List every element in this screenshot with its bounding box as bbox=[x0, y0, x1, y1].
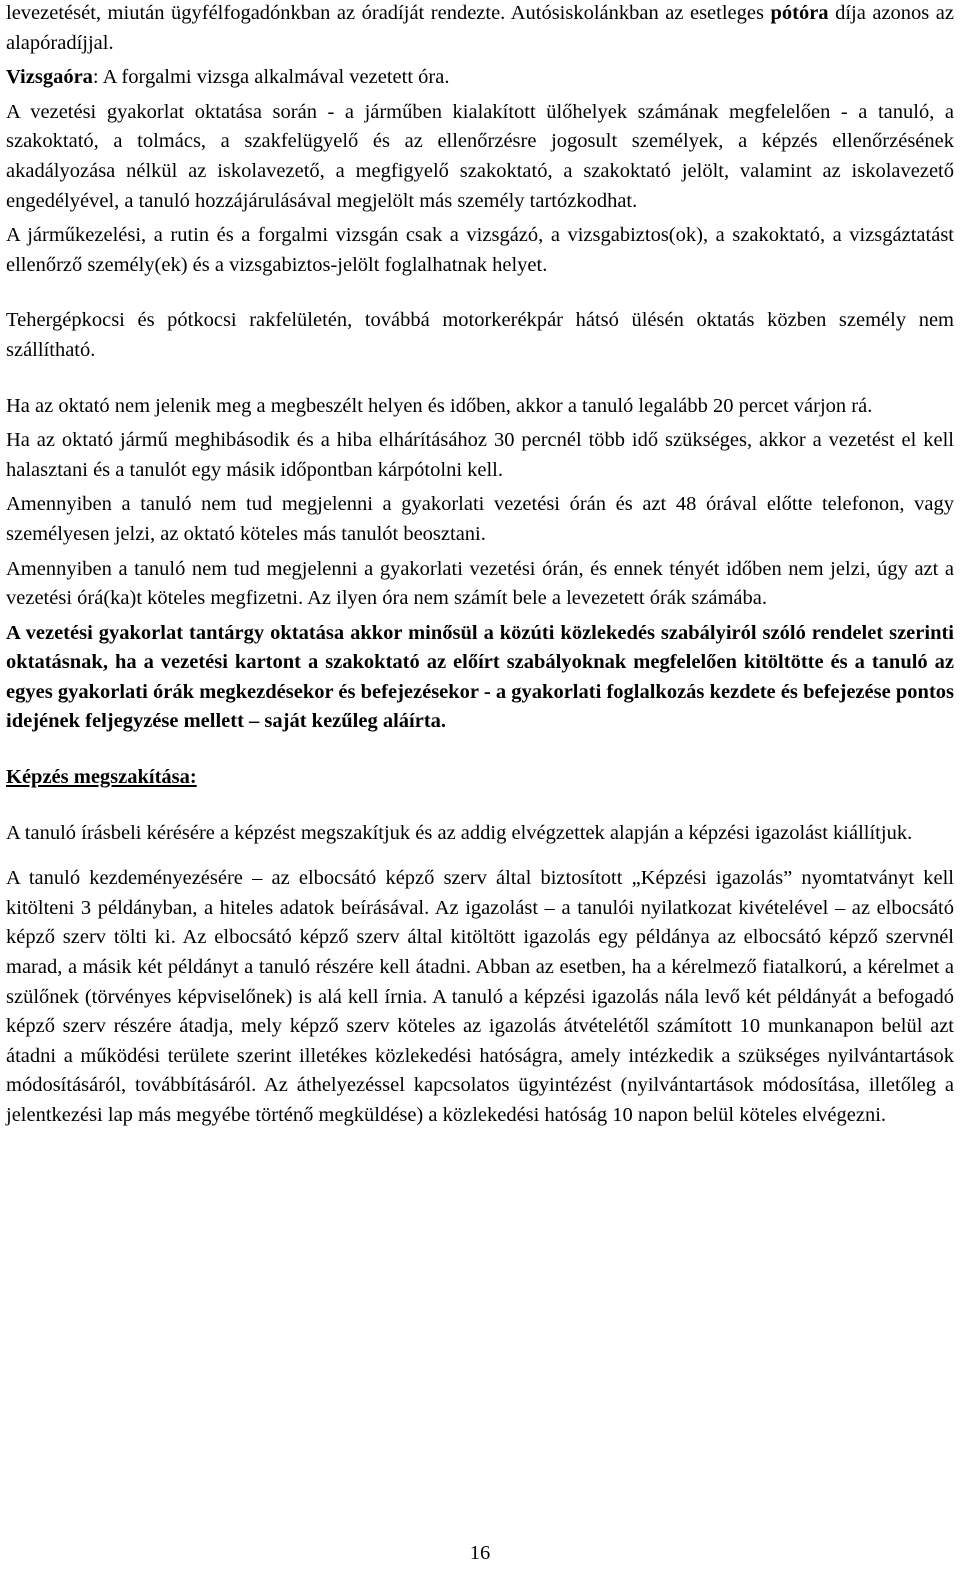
intro-text-2: díja azonos az alapóradíjjal. bbox=[6, 2, 954, 54]
bold-rule-paragraph: A vezetési gyakorlat tantárgy oktatása akkor minősül a közúti közlekedés szabályiról szóló rendelet szerinti oktatásnak, ha a vezetési kartont a szakoktató az előírt szabályoknak megfelelően kitöltötte és a tanuló az egyes gyakorlati órák megkezdésekor és befejezésekor - a gyakorlati foglalkozás kezdete és befejezése pontos idejének feljegyzése mellett – saját kezűleg aláírta. bbox=[6, 621, 954, 733]
passengers-paragraph: A vezetési gyakorlat oktatása során - a járműben kialakított ülőhelyek számának megfelelően - a tanuló, a szakoktató, a tolmács, a szakfelügyelő és az ellenőrzésre jogosult személyek, a képzés ellenőrzésének akadályozása nélkül az iskolavezető, a megfigyelő szakoktató, a szakoktató jelölt, valamint az iskolavezető engedélyével, a tanuló hozzájárulásával megjelölt más személy tartózkodhat. bbox=[6, 100, 954, 212]
wait-paragraph: Ha az oktató nem jelenik meg a megbeszélt helyen és időben, akkor a tanuló legalább 20 percet várjon rá. bbox=[6, 394, 873, 417]
section-paragraph-2: A tanuló kezdeményezésére – az elbocsátó képző szerv által biztosított „Képzési igazolás” nyomtatványt kell kitölteni 3 példányban, a hiteles adatok beírásával. Az igazolást – a tanulói nyilatkozat kivételével – az elbocsátó képző szerv tölti ki. Az elbocsátó képző szerv által kitöltött igazolás egy példánya az elbocsátó képző szervnél marad, a másik két példányt a tanuló részére kell átadni. Abban az esetben, ha a kérelmező fiatalkorú, a kérelmet a szülőnek (törvényes képviselőnek) is alá kell írnia. A tanuló a képzési igazolás nála levő két példányát a befogadó képző szerv részére átadja, mely képző szerv köteles az igazolás átvételétől számított 10 munkanapon belül azt átadni a működési területe szerint illetékes közlekedési hatóságra, amely intézkedik a szükséges nyilvántartások módosításáról, továbbításáról. Az áthelyezéssel kapcsolatos ügyintézést (nyilvántartások módosítása, illetőleg a jelentkezési lap más megyébe történő megküldése) a közlekedési hatóság 10 napon belül köteles elvégezni. bbox=[6, 867, 954, 1126]
absence-notified-paragraph: Amennyiben a tanuló nem tud megjelenni a gyakorlati vezetési órán és azt 48 órával előtte telefonon, vagy személyesen jelzi, az oktató köteles más tanulót beosztani. bbox=[6, 493, 954, 545]
page-number: 16 bbox=[469, 1542, 491, 1564]
breakdown-paragraph: Ha az oktató jármű meghibásodik és a hiba elhárításához 30 percnél több idő szükséges, akkor a vezetést el kell halasztani és a tanulót egy másik időpontban kárpótolni kell. bbox=[6, 429, 954, 481]
intro-text-1: levezetését, miután ügyfélfogadónkban az óradíját rendezte. Autósiskolánkban az esetleges bbox=[6, 2, 771, 24]
exam-lesson-paragraph bbox=[6, 63, 954, 93]
intro-paragraph bbox=[6, 0, 954, 58]
exam-lesson-label: Vizsgaóra bbox=[6, 66, 93, 89]
document-page bbox=[6, 0, 954, 1131]
exam-persons-paragraph: A járműkezelési, a rutin és a forgalmi vizsgán csak a vizsgázó, a vizsgabiztos(ok), a szakoktató, a vizsgáztatást ellenőrző személy(ek) és a vizsgabiztos-jelölt foglalhatnak helyet. bbox=[6, 224, 954, 276]
section-heading: Képzés megszakítása: bbox=[6, 766, 197, 789]
truck-paragraph: Tehergépkocsi és pótkocsi rakfelületén, továbbá motorkerékpár hátsó ülésén oktatás közben személy nem szállítható. bbox=[6, 309, 954, 361]
section-paragraph-1: A tanuló írásbeli kérésére a képzést megszakítjuk és az addig elvégzettek alapján a képzési igazolást kiállítjuk. bbox=[6, 821, 913, 844]
absence-unnotified-paragraph: Amennyiben a tanuló nem tud megjelenni a gyakorlati vezetési órán, és ennek tényét időben nem jelzi, úgy azt a vezetési órá(ka)t köteles megfizetni. Az ilyen óra nem számít bele a levezetett órák számába. bbox=[6, 557, 954, 610]
intro-bold-term: pótóra bbox=[770, 2, 829, 24]
exam-lesson-text: : A forgalmi vizsga alkalmával vezetett óra. bbox=[92, 66, 450, 89]
